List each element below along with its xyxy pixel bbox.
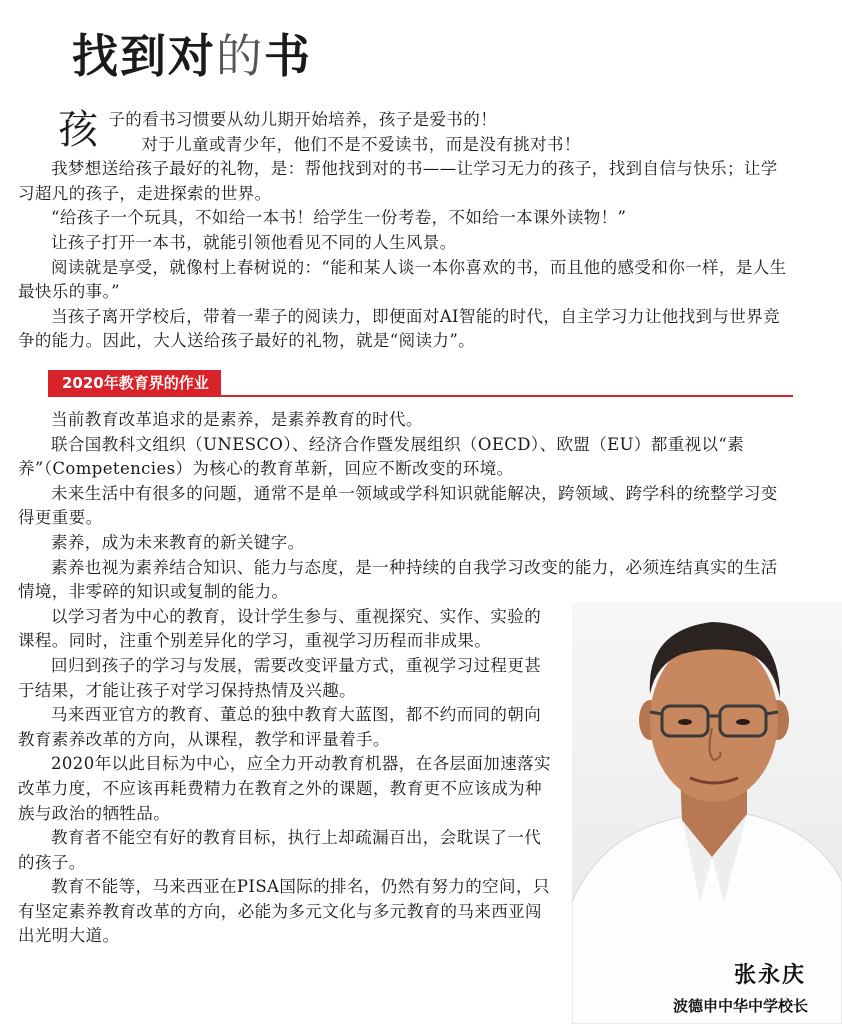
author-name: 张永庆 [733, 963, 806, 988]
paragraph: 教育者不能空有好的教育目标，执行上却疏漏百出，会耽误了一代的孩子。 [18, 828, 542, 872]
paragraph: 让孩子打开一本书，就能引领他看见不同的人生风景。 [51, 232, 457, 252]
paragraph: 马来西亚官方的教育、董总的独中教育大蓝图，都不约而同的朝向教育素养改革的方向，从课程，教学和评量着手。 [18, 705, 542, 749]
intro-section [18, 108, 793, 354]
paragraph: 未来生活中有很多的问题，通常不是单一领域或学科知识就能解决，跨领域、跨学科的统整学习变得更重要。 [18, 483, 778, 528]
paragraph: 对于儿童或青少年，他们不是不爱读书，而是没有挑对书！ [141, 134, 581, 154]
paragraph: 素养，成为未来教育的新关键字。 [51, 532, 305, 552]
intro-first-paragraph: 子的看书习惯要从幼儿期开始培养，孩子是爱书的！ [108, 110, 498, 129]
paragraph: 教育不能等，马来西亚在PISA国际的排名，仍然有努力的空间，只有坚定素养教育改革的方向，必能为多元文化与多元教育的马来西亚闯出光明大道。 [18, 877, 550, 946]
paragraph: 阅读就是享受，就像村上春树说的：“能和某人谈一本你喜欢的书，而且他的感受和你一样，是人生最快乐的事。” [18, 257, 787, 302]
paragraph: 以学习者为中心的教育，设计学生参与、重视探究、实作、实验的课程。同时，注重个别差异化的学习，重视学习历程而非成果。 [18, 606, 542, 651]
section-divider [48, 395, 793, 397]
paragraph: 当孩子离开学校后，带着一辈子的阅读力，即便面对AI智能的时代，自主学习力让他找到与世界竞争的能力。因此，大人送给孩子最好的礼物，就是“阅读力”。 [18, 306, 781, 351]
article-title [72, 26, 312, 86]
title-part-bold: 找到对 [72, 29, 216, 83]
paragraph: 2020年以此目标为中心，应全力开动教育机器，在各层面加速落实改革力度，不应该再耗费精力在教育之外的课题，教育更不应该成为种族与政治的牺牲品。 [18, 754, 551, 823]
paragraph: 当前教育改革追求的是素养，是素养教育的时代。 [51, 410, 423, 429]
title-part-light: 的 [216, 29, 264, 83]
paragraph: 回归到孩子的学习与发展，需要改变评量方式，重视学习过程更甚于结果，才能让孩子对学习保持热情及兴趣。 [18, 655, 542, 700]
paragraph: 素养也视为素养结合知识、能力与态度，是一种持续的自我学习改变的能力，必须连结真实的生活情境，非零碎的知识或复制的能力。 [18, 557, 778, 602]
paragraph: 我梦想送给孩子最好的礼物，是：帮他找到对的书——让学习无力的孩子，找到自信与快乐；让学习超凡的孩子，走进探索的世界。 [18, 159, 778, 203]
paragraph: 联合国教科文组织（UNESCO）、经济合作暨发展组织（OECD）、欧盟（EU）都重视以“素养”（Competencies）为核心的教育革新，回应不断改变的环境。 [18, 434, 745, 479]
paragraph: “给孩子一个玩具，不如给一本书！给学生一份考卷，不如给一本课外读物！” [51, 208, 627, 228]
title-part-end: 书 [264, 29, 312, 83]
section-heading-badge: 2020年教育界的作业 [48, 370, 221, 396]
drop-cap: 孩 [58, 107, 99, 153]
author-role: 波德申中华中学校长 [672, 997, 808, 1015]
